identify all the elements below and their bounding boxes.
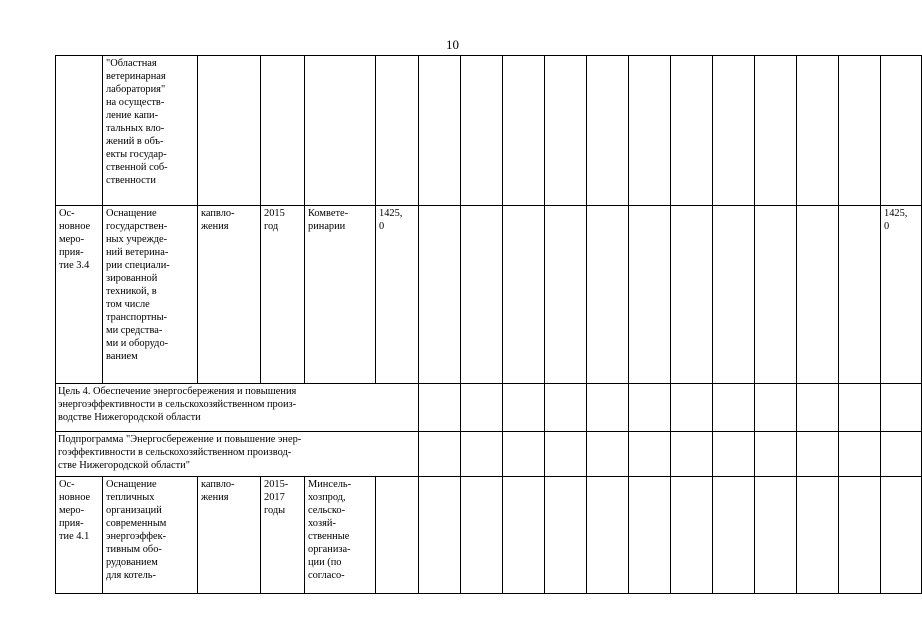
cell-line: ции (по (308, 557, 342, 568)
cell-empty (839, 477, 881, 594)
cell-line: Оснащение (106, 208, 157, 219)
cell-empty (839, 384, 881, 432)
cell-empty (671, 384, 713, 432)
cell-line: меро- (59, 234, 85, 245)
cell-measure (56, 477, 103, 594)
cell-line: хозпрод, (308, 492, 346, 503)
cell-line: 0 (884, 221, 890, 232)
cell-empty (461, 477, 503, 594)
cell-empty (629, 384, 671, 432)
cell-empty (839, 432, 881, 477)
cell-line: Минсель- (308, 479, 352, 490)
cell-line: организаций (106, 505, 162, 516)
cell-line: тивным обо- (106, 544, 162, 555)
cell-line: капвло- (201, 208, 235, 219)
cell-line: сельско- (308, 505, 346, 516)
cell-last (881, 206, 922, 384)
cell-empty (797, 477, 839, 594)
cell-executor (305, 56, 376, 206)
cell-executor (305, 477, 376, 594)
cell-line: том числе (106, 299, 150, 310)
cell-last (881, 56, 922, 206)
cell-name (103, 477, 198, 594)
cell-line: зированной (106, 273, 158, 284)
cell-total (376, 206, 419, 384)
cell-empty (755, 384, 797, 432)
cell-empty (755, 56, 797, 206)
cell-empty (503, 206, 545, 384)
cell-empty (503, 56, 545, 206)
cell-line: хозяй- (308, 518, 336, 529)
cell-measure (56, 206, 103, 384)
cell-line: меро- (59, 505, 85, 516)
cell-empty (713, 56, 755, 206)
cell-period (261, 56, 305, 206)
cell-name (103, 206, 198, 384)
cell-line: 2015- (264, 479, 289, 490)
table-row (56, 384, 922, 432)
cell-empty (461, 206, 503, 384)
cell-line: Подпрограмма "Энергосбережение и повышение энер- (58, 434, 302, 445)
cell-line: стве Нижегородской области" (58, 460, 190, 471)
cell-line: "Областная (106, 58, 157, 69)
cell-line: годы (264, 505, 286, 516)
cell-line: 2015 (264, 208, 285, 219)
cell-empty (419, 56, 461, 206)
cell-empty (461, 384, 503, 432)
cell-period (261, 477, 305, 594)
cell-line: рудованием (106, 557, 158, 568)
cell-empty (629, 477, 671, 594)
cell-line: энергоэффек- (106, 531, 167, 542)
program-table (55, 55, 922, 594)
cell-line: согласо- (308, 570, 345, 581)
cell-empty (755, 432, 797, 477)
cell-empty (587, 477, 629, 594)
table-row (56, 206, 922, 384)
cell-executor (305, 206, 376, 384)
cell-line: новное (59, 492, 91, 503)
cell-line: ственные (308, 531, 350, 542)
cell-line: Оснащение (106, 479, 157, 490)
cell-line: год (264, 221, 279, 232)
cell-line: техникой, в (106, 286, 157, 297)
cell-line: ственности (106, 175, 156, 186)
cell-line: капвло- (201, 479, 235, 490)
cell-empty (545, 432, 587, 477)
cell-line: жений в объ- (106, 136, 164, 147)
cell-empty (419, 432, 461, 477)
cell-line: жения (201, 492, 229, 503)
cell-empty (587, 206, 629, 384)
cell-empty (587, 56, 629, 206)
cell-line: екты государ- (106, 149, 167, 160)
cell-line: тальных вло- (106, 123, 165, 134)
cell-empty (713, 206, 755, 384)
cell-empty (797, 432, 839, 477)
cell-line: организа- (308, 544, 351, 555)
cell-empty (419, 206, 461, 384)
cell-empty (503, 477, 545, 594)
cell-line: ванием (106, 351, 138, 362)
cell-line: ми средства- (106, 325, 163, 336)
cell-line: прия- (59, 518, 84, 529)
cell-line: на осуществ- (106, 97, 165, 108)
cell-empty (671, 477, 713, 594)
cell-empty (545, 477, 587, 594)
cell-line: ветеринарная (106, 71, 166, 82)
table-row (56, 477, 922, 594)
cell-last (881, 477, 922, 594)
cell-empty (671, 206, 713, 384)
cell-total (376, 56, 419, 206)
cell-empty (545, 56, 587, 206)
cell-line: 1425, (379, 208, 403, 219)
cell-empty (797, 384, 839, 432)
subprogram-heading (56, 432, 419, 477)
cell-line: транспортны- (106, 312, 168, 323)
cell-empty (587, 384, 629, 432)
cell-empty (839, 206, 881, 384)
table-row (56, 432, 922, 477)
cell-line: ринарии (308, 221, 346, 232)
cell-line: государствен- (106, 221, 168, 232)
cell-empty (503, 384, 545, 432)
cell-empty (545, 384, 587, 432)
cell-line: ственной соб- (106, 162, 168, 173)
cell-line: 2017 (264, 492, 285, 503)
cell-empty (713, 477, 755, 594)
cell-line: тепличных (106, 492, 155, 503)
cell-empty (755, 206, 797, 384)
cell-empty (881, 432, 922, 477)
cell-empty (629, 432, 671, 477)
cell-empty (797, 206, 839, 384)
table-row (56, 56, 922, 206)
cell-line: жения (201, 221, 229, 232)
cell-funding-type (198, 206, 261, 384)
cell-funding-type (198, 477, 261, 594)
cell-empty (755, 477, 797, 594)
cell-empty (545, 206, 587, 384)
cell-empty (419, 477, 461, 594)
cell-empty (629, 206, 671, 384)
page-number: 10 (446, 37, 459, 52)
cell-empty (629, 56, 671, 206)
goal-heading (56, 384, 419, 432)
cell-funding-type (198, 56, 261, 206)
cell-line: лаборатория" (106, 84, 166, 95)
cell-line: ление капи- (106, 110, 159, 121)
cell-total (376, 477, 419, 594)
cell-line: рии специали- (106, 260, 170, 271)
cell-empty (671, 56, 713, 206)
cell-empty (419, 384, 461, 432)
cell-line: Ос- (59, 208, 75, 219)
cell-empty (503, 432, 545, 477)
cell-empty (797, 56, 839, 206)
cell-line: Ос- (59, 479, 75, 490)
cell-empty (461, 56, 503, 206)
cell-line: 1425, (884, 208, 908, 219)
cell-empty (461, 432, 503, 477)
cell-line: Цель 4. Обеспечение энергосбережения и повышения (58, 386, 297, 397)
cell-line: современным (106, 518, 167, 529)
cell-line: гоэффективности в сельскохозяйственном производ- (58, 447, 292, 458)
cell-empty (587, 432, 629, 477)
cell-empty (713, 384, 755, 432)
cell-line: прия- (59, 247, 84, 258)
cell-empty (713, 432, 755, 477)
cell-period (261, 206, 305, 384)
cell-line: водстве Нижегородской области (58, 412, 201, 423)
cell-line: тие 3.4 (59, 260, 90, 271)
cell-empty (671, 432, 713, 477)
cell-name (103, 56, 198, 206)
cell-line: ми и оборудо- (106, 338, 169, 349)
cell-line: энергоэффективности в сельскохозяйственном произ- (58, 399, 297, 410)
cell-line: 0 (379, 221, 385, 232)
cell-empty (839, 56, 881, 206)
cell-empty (881, 384, 922, 432)
cell-measure (56, 56, 103, 206)
cell-line: новное (59, 221, 91, 232)
cell-line: Комвете- (308, 208, 349, 219)
cell-line: ных учрежде- (106, 234, 168, 245)
cell-line: для котель- (106, 570, 156, 581)
cell-line: тие 4.1 (59, 531, 90, 542)
cell-line: ний ветерина- (106, 247, 169, 258)
